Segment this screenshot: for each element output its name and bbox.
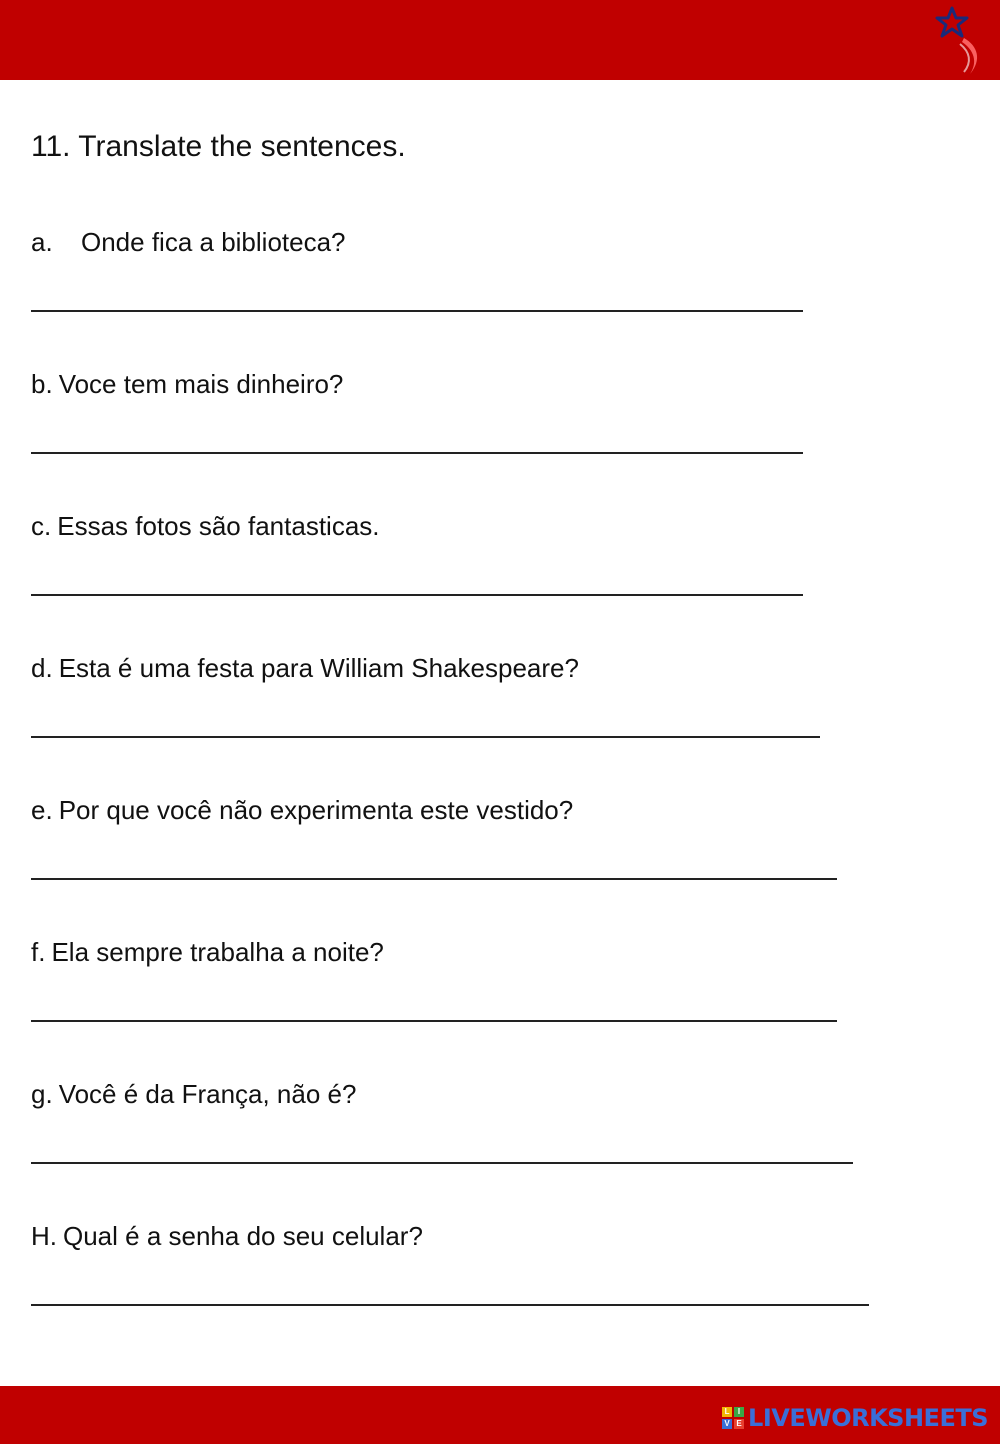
question-text: Voce tem mais dinheiro? <box>58 369 344 399</box>
question-letter: e. <box>31 795 53 825</box>
shooting-star-icon <box>934 4 986 78</box>
answer-line[interactable] <box>31 736 820 738</box>
question-text: Por que você não experimenta este vestido? <box>58 795 574 825</box>
answer-line[interactable] <box>31 452 803 454</box>
question-item <box>31 510 971 542</box>
page-title: 11. Translate the sentences. <box>31 130 406 163</box>
question-text: Você é da França, não é? <box>58 1079 357 1109</box>
question-item <box>31 652 971 684</box>
liveworksheets-logo <box>722 1403 988 1433</box>
logo-square: L <box>722 1407 732 1417</box>
question-letter: b. <box>31 369 53 399</box>
question-letter: a. <box>31 227 53 257</box>
answer-line[interactable] <box>31 878 837 880</box>
question-item <box>31 1078 971 1110</box>
question-item <box>31 226 971 258</box>
question-letter: d. <box>31 653 53 683</box>
liveworksheets-squares-icon <box>722 1407 744 1429</box>
answer-line[interactable] <box>31 1020 837 1022</box>
question-item <box>31 936 971 968</box>
question-label <box>31 1220 971 1252</box>
answer-line[interactable] <box>31 594 803 596</box>
answer-line[interactable] <box>31 1304 869 1306</box>
question-label <box>31 794 971 826</box>
question-item <box>31 1220 971 1252</box>
question-text: Onde fica a biblioteca? <box>81 227 346 257</box>
footer-bar <box>0 1386 1000 1444</box>
header-bar <box>0 0 1000 80</box>
logo-square: I <box>734 1407 744 1417</box>
question-label <box>31 368 971 400</box>
logo-text: LIVEWORKSHEETS <box>748 1404 988 1432</box>
question-label <box>31 510 971 542</box>
question-letter: H. <box>31 1221 57 1251</box>
question-text: Qual é a senha do seu celular? <box>63 1221 423 1251</box>
logo-square: E <box>734 1419 744 1429</box>
question-label <box>31 1078 971 1110</box>
question-text: Ela sempre trabalha a noite? <box>51 937 384 967</box>
logo-square: V <box>722 1419 732 1429</box>
question-label <box>31 226 971 258</box>
question-letter: c. <box>31 511 52 541</box>
question-letter: f. <box>31 937 46 967</box>
question-text: Esta é uma festa para William Shakespeare? <box>58 653 579 683</box>
question-label <box>31 652 971 684</box>
answer-line[interactable] <box>31 1162 853 1164</box>
question-label <box>31 936 971 968</box>
answer-line[interactable] <box>31 310 803 312</box>
question-text: Essas fotos são fantasticas. <box>57 511 380 541</box>
question-item <box>31 794 971 826</box>
question-letter: g. <box>31 1079 53 1109</box>
question-item <box>31 368 971 400</box>
